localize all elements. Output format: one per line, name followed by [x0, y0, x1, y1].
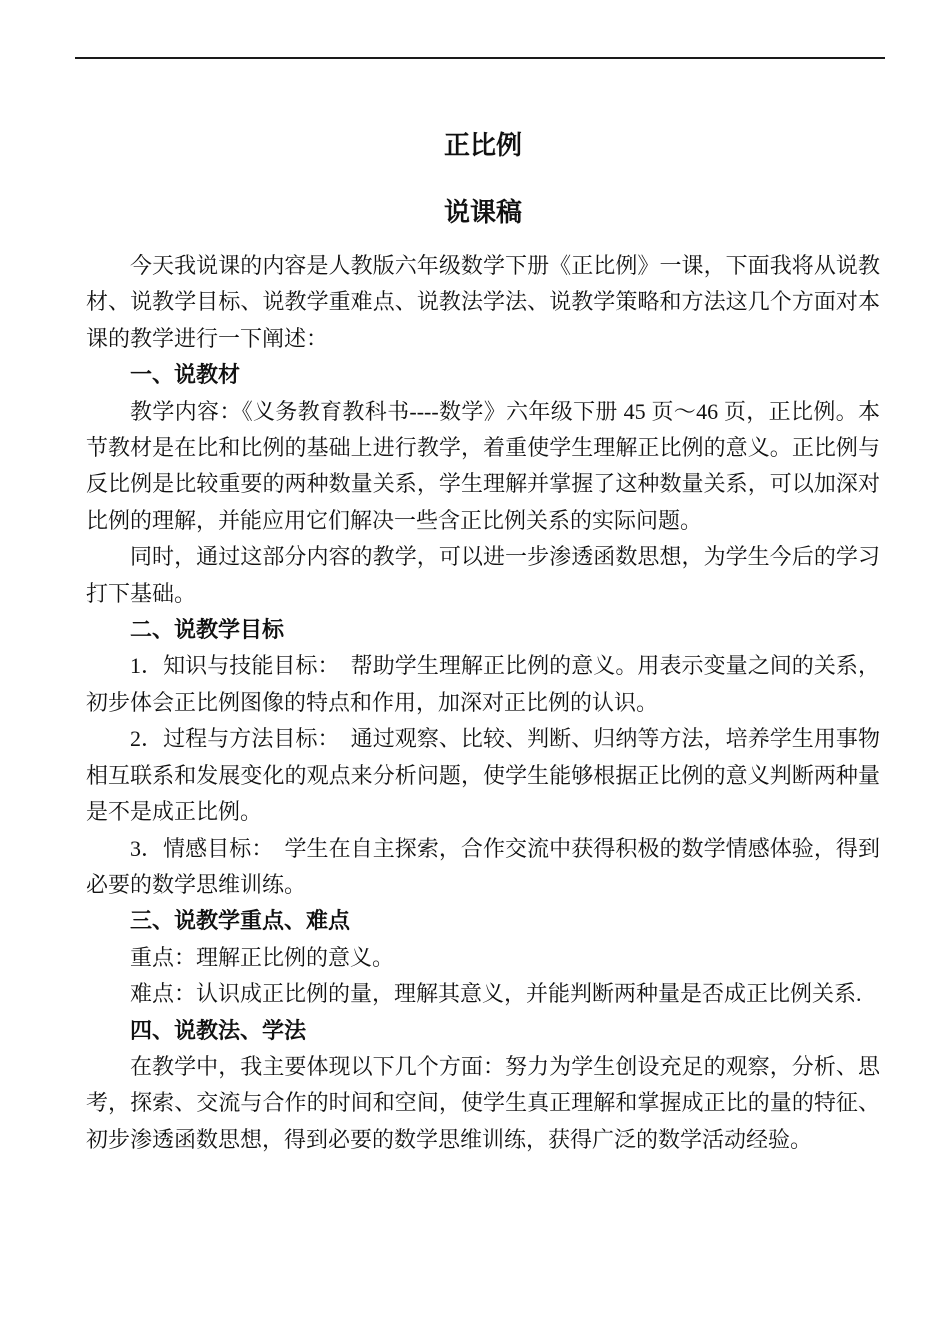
section-4-paragraph-methods: 在教学中，我主要体现以下几个方面：努力为学生创设充足的观察，分析、思考，探索、交流与合作的时间和空间，使学生真正理解和掌握成正比的量的特征、初步渗透函数思想，得到必要的数学思维训练，获得广泛的数学活动经验。	[86, 1053, 880, 1152]
doc-title: 正比例	[443, 130, 522, 160]
header-divider	[75, 57, 885, 59]
section-3-heading: 三、说教学重点、难点	[130, 908, 351, 934]
section-1-paragraph-teaching-content: 教学内容：《义务教育教科书----数学》六年级下册 45 页～46 页，正比例。本节教材是在比和比例的基础上进行教学，着重使学生理解正比例的意义。正比例与反比例是比较重要的两种数量关系，学生理解并掌握了这种数量关系，可以加深对比例的理解，并能应用它们解决一些含正比例关系的实际问题。	[86, 398, 880, 533]
section-4-heading: 四、说教法、学法	[130, 1017, 307, 1043]
section-2-objective-emotion: 3．情感目标： 学生在自主探索，合作交流中获得积极的数学情感体验，得到必要的数学思维训练。	[86, 835, 880, 897]
key-point-paragraph: 重点：理解正比例的意义。	[130, 944, 395, 970]
section-1-heading: 一、说教材	[130, 362, 241, 388]
doc-subtitle: 说课稿	[443, 197, 522, 227]
section-1-paragraph-function-thought: 同时，通过这部分内容的教学，可以进一步渗透函数思想，为学生今后的学习打下基础。	[86, 544, 880, 606]
document-body	[86, 131, 880, 1158]
intro-paragraph: 今天我说课的内容是人教版六年级数学下册《正比例》一课，下面我将从说教材、说教学目标、说教学重难点、说教法学法、说教学策略和方法这几个方面对本课的教学进行一下阐述：	[86, 253, 880, 351]
section-2-objective-process: 2．过程与方法目标： 通过观察、比较、判断、归纳等方法，培养学生用事物相互联系和发展变化的观点来分析问题，使学生能够根据正比例的意义判断两种量是不是成正比例。	[86, 726, 880, 825]
difficult-point-paragraph: 难点：认识成正比例的量，理解其意义，并能判断两种量是否成正比例关系.	[130, 981, 862, 1007]
section-2-heading: 二、说教学目标	[130, 617, 285, 643]
section-2-objective-knowledge: 1．知识与技能目标： 帮助学生理解正比例的意义。用表示变量之间的关系，初步体会正比例图像的特点和作用，加深对正比例的认识。	[86, 653, 880, 715]
